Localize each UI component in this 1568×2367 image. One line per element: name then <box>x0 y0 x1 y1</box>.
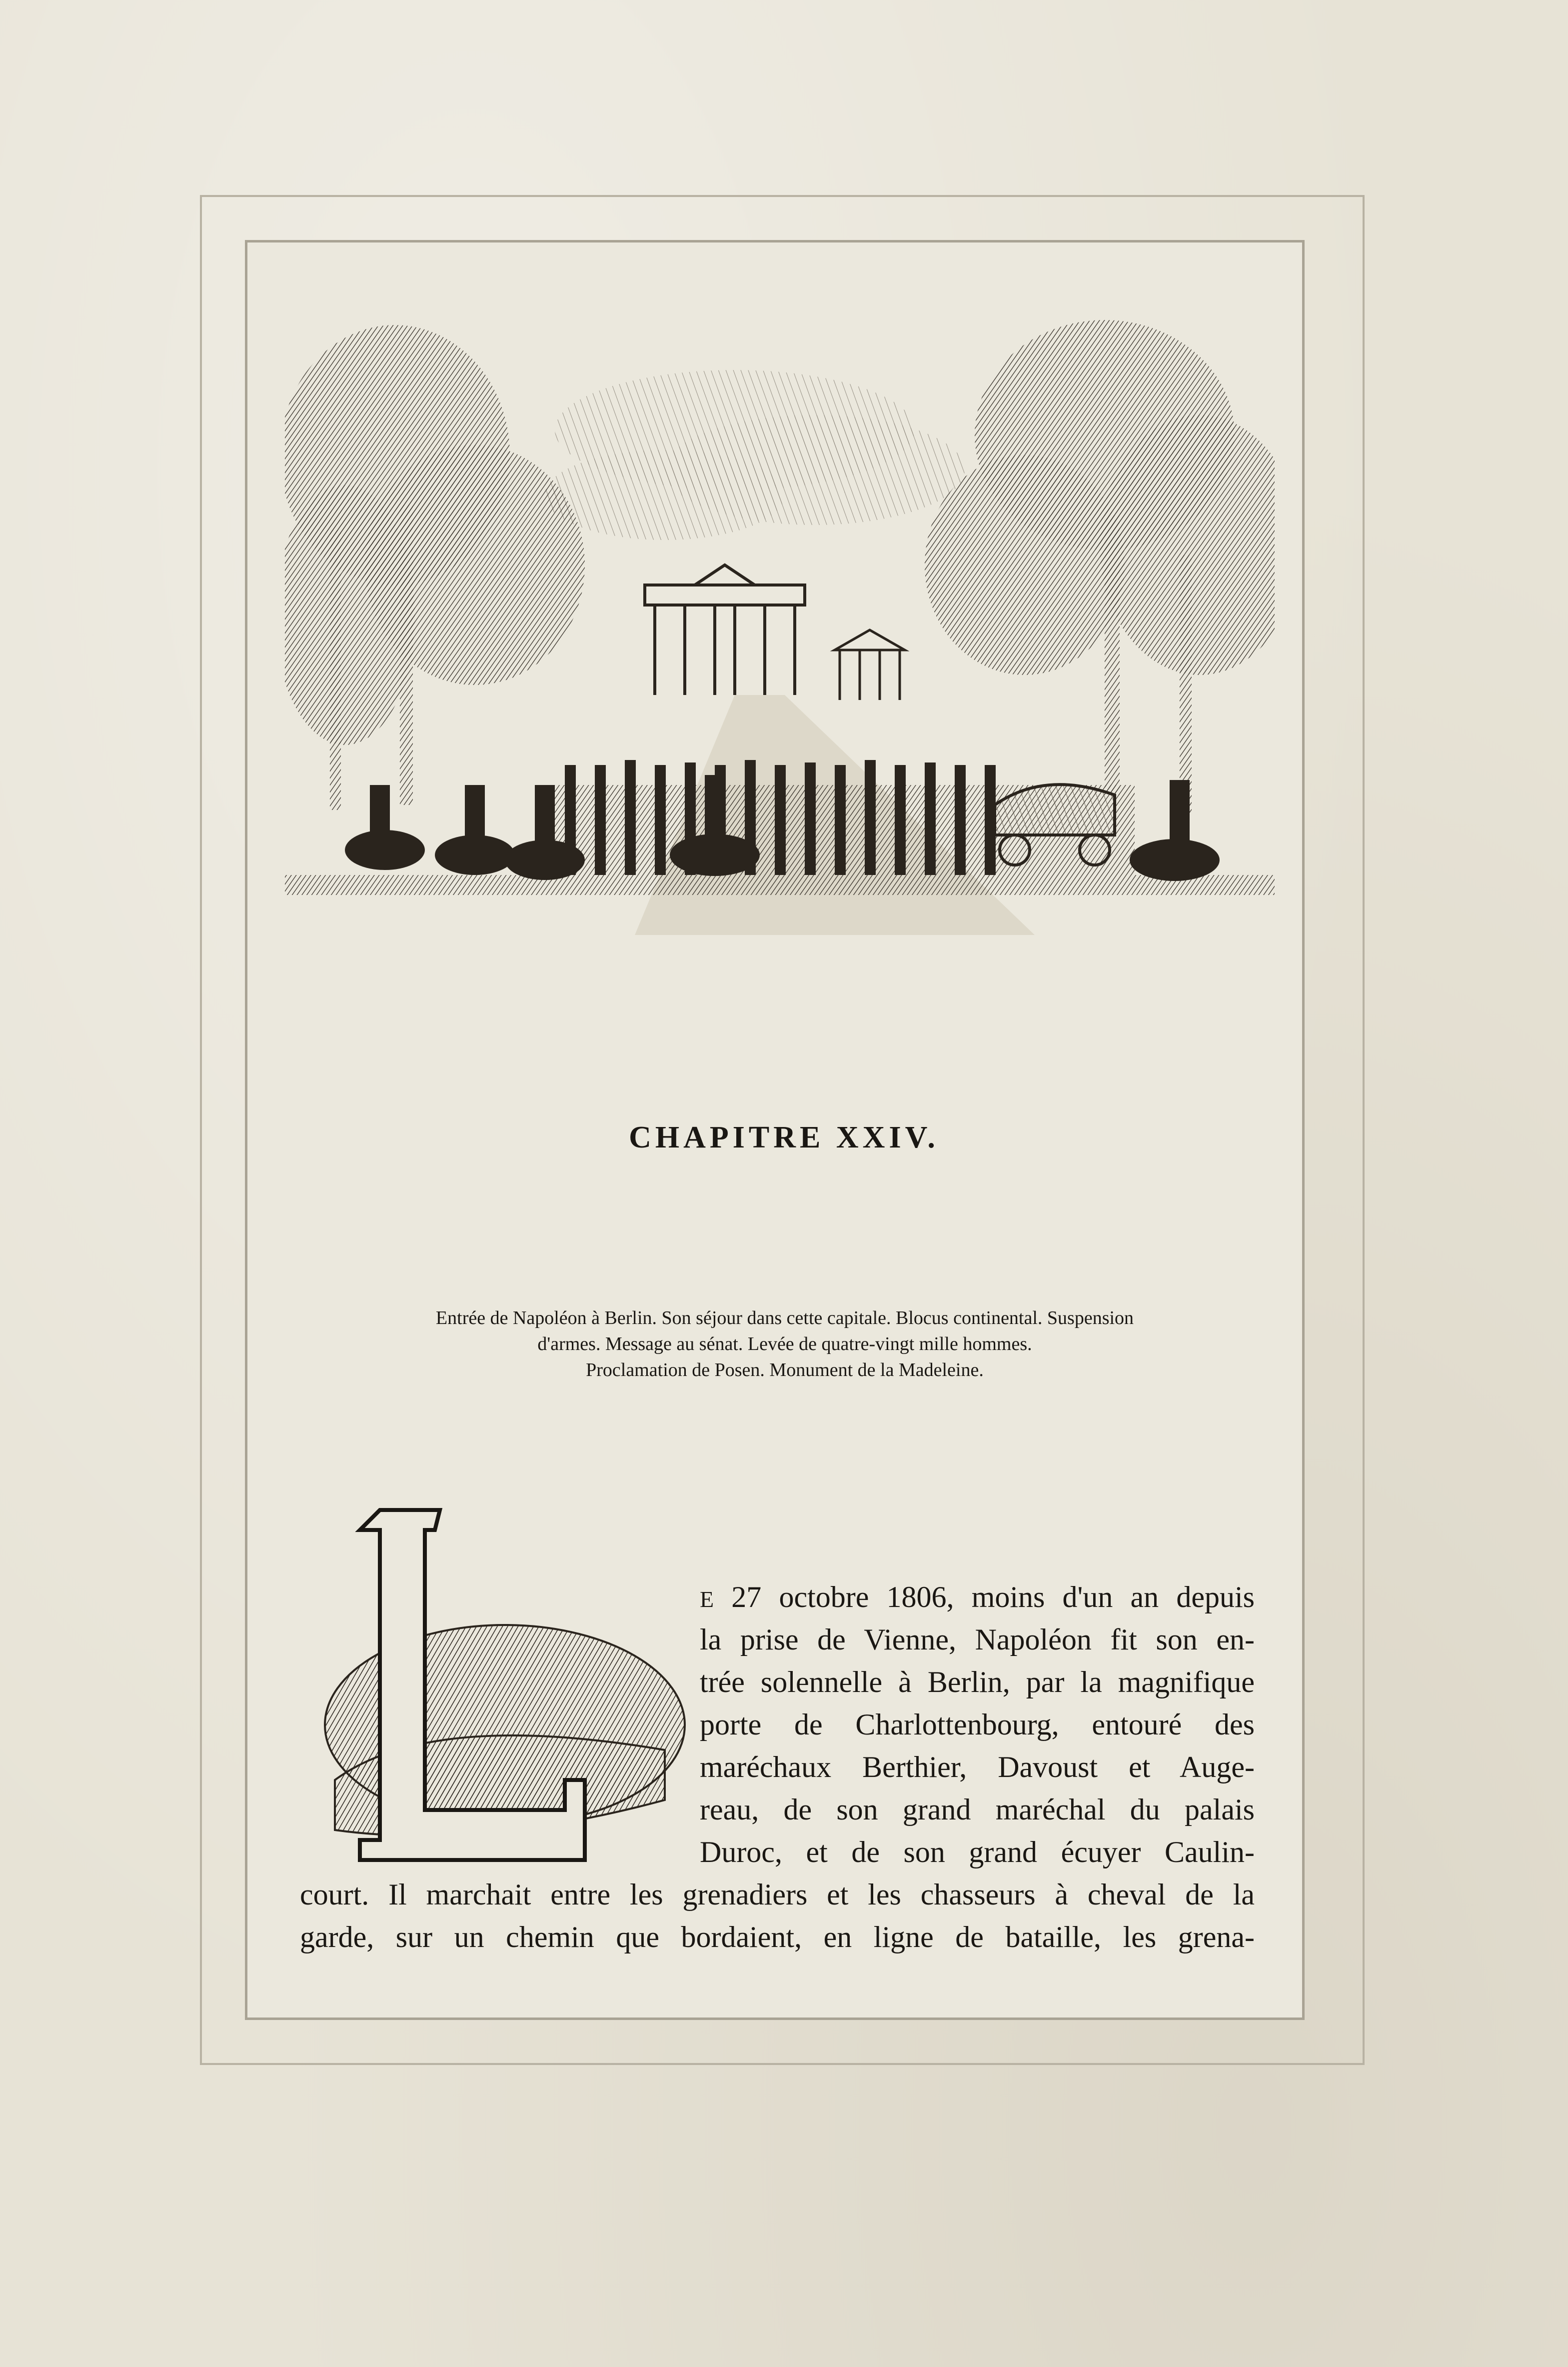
dropcap-ornament <box>305 1500 695 1880</box>
summary-line: Entrée de Napoléon à Berlin. Son séjour dans cette capitale. Blocus continental. Suspension <box>435 1308 1134 1328</box>
body-text-line: porte de Charlottenbourg, entouré des <box>700 1708 1255 1741</box>
body-text-line: E 27 octobre 1806, moins d'un an depuis <box>700 1580 1255 1614</box>
summary-line: d'armes. Message au sénat. Levée de quatre-vingt mille hommes. <box>537 1334 1032 1354</box>
ground-line <box>285 875 1275 895</box>
summary-line: Proclamation de Posen. Monument de la Madeleine. <box>586 1360 984 1380</box>
chapter-summary <box>330 1305 1240 1383</box>
body-text-line: trée solennelle à Berlin, par la magnifique <box>700 1666 1255 1698</box>
body-text-line: Duroc, et de son grand écuyer Caulin- <box>700 1836 1255 1868</box>
chapter-title: CHAPITRE XXIV. <box>629 1120 939 1154</box>
body-text-line: la prise de Vienne, Napoléon fit son en- <box>700 1623 1255 1656</box>
body-text-line: court. Il marchait entre les grenadiers et les chasseurs à cheval de la <box>300 1878 1255 1911</box>
body-text-line: garde, sur un chemin que bordaient, en ligne de bataille, les grena- <box>300 1920 1255 1954</box>
body-text-line: reau, de son grand maréchal du palais <box>700 1793 1255 1826</box>
body-text-line: maréchaux Berthier, Davoust et Auge- <box>700 1750 1255 1784</box>
header-engraving-illustration <box>285 305 1275 935</box>
